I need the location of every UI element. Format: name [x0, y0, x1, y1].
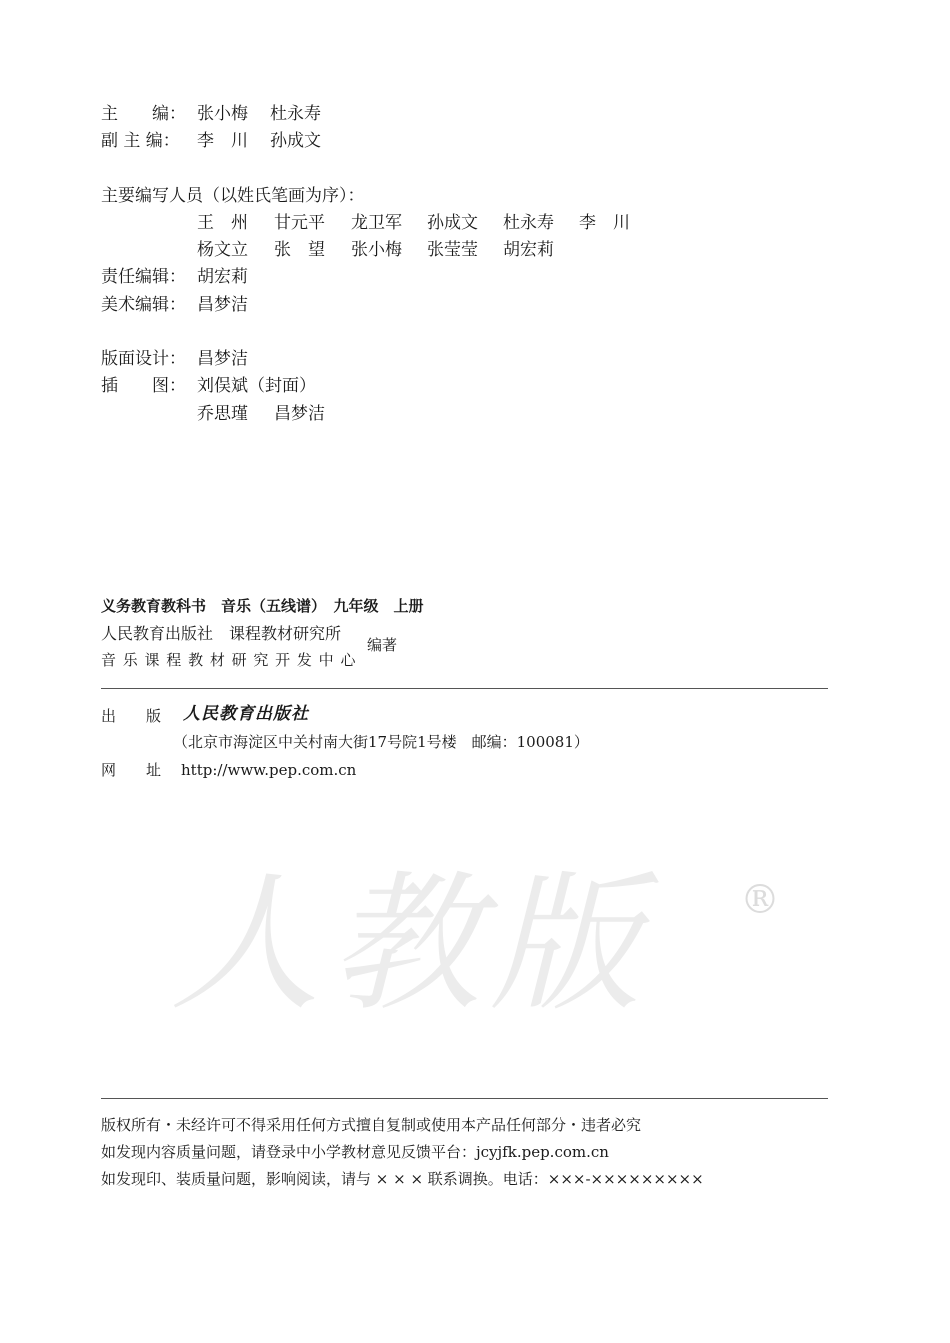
writer: 张小梅 — [351, 240, 402, 260]
writer: 杜永寿 — [503, 213, 554, 233]
art-editor-label: 美术编辑： — [101, 295, 186, 315]
copyright-notice: 版权所有・未经许可不得采用任何方式擅自复制或使用本产品任何部分・违者必究 — [101, 1116, 642, 1134]
writer: 甘元平 — [274, 213, 325, 233]
writer: 胡宏莉 — [503, 240, 554, 260]
writer: 王 州 — [197, 213, 248, 233]
watermark-registered-mark: ® — [740, 877, 780, 923]
deputy-editor-name-1: 李 川 — [197, 131, 248, 151]
writer: 孙成文 — [427, 213, 478, 233]
book-title: 义务教育教科书 音乐（五线谱） 九年级 上册 — [101, 597, 424, 615]
layout-design-name: 昌梦洁 — [197, 349, 248, 369]
chief-editor-name-2: 杜永寿 — [270, 104, 321, 124]
deputy-editor-label: 副 主 编： — [101, 131, 180, 151]
illustration-line-1: 刘俣斌（封面） — [197, 376, 316, 396]
illustrator-name-1: 乔思瑾 — [197, 404, 248, 424]
publisher-address: （北京市海淀区中关村南大街17号院1号楼 邮编：100081） — [173, 733, 589, 751]
org-line-2: 音 乐 课 程 教 材 研 究 开 发 中 心 — [101, 651, 357, 669]
org-line-1: 人民教育出版社 课程教材研究所 — [101, 624, 342, 643]
responsible-editor-label: 责任编辑： — [101, 267, 186, 287]
writer: 龙卫军 — [351, 213, 402, 233]
publisher-logo: 人民教育出版社 — [183, 704, 309, 724]
writers-label: 主要编写人员（以姓氏笔画为序）： — [101, 186, 365, 206]
illustrator-name-2: 昌梦洁 — [274, 404, 325, 424]
divider-top — [101, 688, 828, 689]
website-link[interactable]: http://www.pep.com.cn — [181, 761, 357, 779]
divider-bottom — [101, 1098, 828, 1099]
illustration-line-2 — [197, 404, 325, 424]
chief-editor-label: 主 编： — [101, 104, 186, 124]
writer: 张莹莹 — [427, 240, 478, 260]
publisher-label: 出 版 — [101, 707, 162, 725]
compiled-label: 编著 — [367, 636, 398, 654]
layout-design-label: 版面设计： — [101, 349, 186, 369]
chief-editor-names — [197, 104, 321, 124]
deputy-editor-name-2: 孙成文 — [270, 131, 321, 151]
watermark-logo: 人教版 — [170, 858, 651, 1032]
chief-editor-name-1: 张小梅 — [197, 104, 248, 124]
illustration-label: 插 图： — [101, 376, 186, 396]
writer: 张 望 — [274, 240, 325, 260]
website-label: 网 址 — [101, 761, 162, 779]
art-editor-name: 昌梦洁 — [197, 295, 248, 315]
deputy-editor-names — [197, 131, 321, 151]
contact-notice: 如发现印、装质量问题，影响阅读，请与 × × × 联系调换。电话：×××-××××××××× — [101, 1170, 704, 1188]
writer: 杨文立 — [197, 240, 248, 260]
responsible-editor-name: 胡宏莉 — [197, 267, 248, 287]
feedback-notice: 如发现内容质量问题，请登录中小学教材意见反馈平台：jcyjfk.pep.com.cn — [101, 1143, 609, 1161]
writer: 李 川 — [579, 213, 630, 233]
